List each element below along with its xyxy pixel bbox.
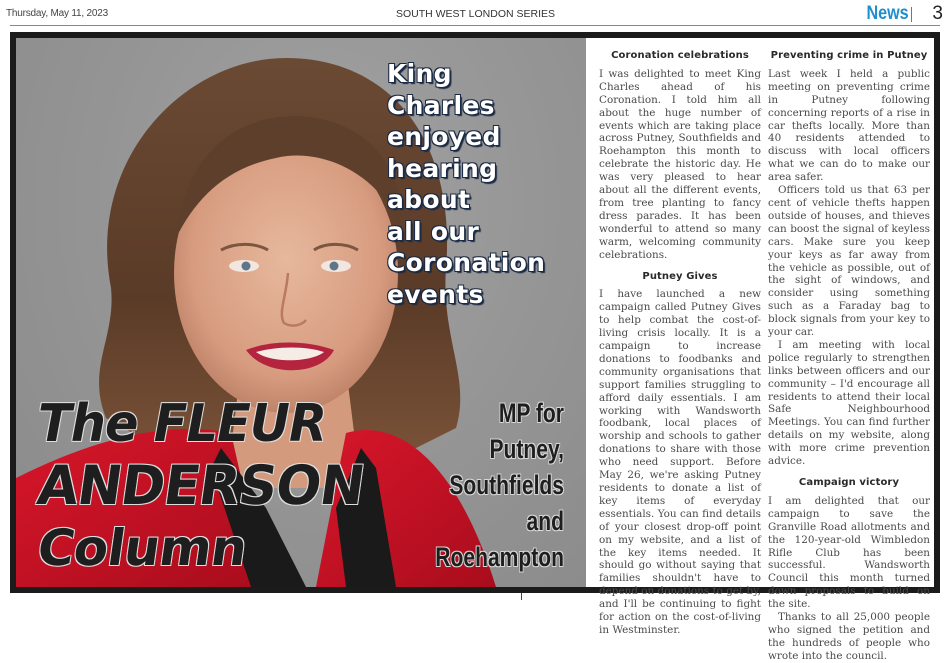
subtitle-line: Putney,	[489, 434, 564, 464]
kicker-line: Coronation	[387, 248, 546, 277]
subtitle-line: Roehampton	[435, 542, 564, 572]
author-subtitle	[435, 395, 564, 575]
kicker-line: King	[387, 59, 452, 88]
page-fold-mark	[521, 593, 522, 600]
article-paragraph: I have launched a new campaign called Putney Gives to help combat the cost-of-living crisis locally. It is a campaign to increase donations to foodbanks and community organisations that support families struggling to afford daily essentials. I am working with Wandsworth foodbank, local places of worship and schools to gather donations to share with those who need support. Before May 26, we're asking Putney residents to donate a list of key items of everyday essentials. You can find details of your closest drop-off point on my website, and a list of the key items needed. It should go without saying that families shouldn't have to depend on donations to get by, and I'll be continuing to fight for action on the cost-of-living in Westminster.	[599, 288, 761, 636]
column-frame	[10, 32, 940, 662]
article-campaign-victory	[768, 477, 930, 663]
article-heading: Preventing crime in Putney	[770, 50, 928, 61]
title-line: ANDERSON	[33, 454, 369, 517]
subtitle-line: MP for	[498, 398, 564, 428]
subtitle-line: and	[526, 506, 564, 536]
article-paragraph: Thanks to all 25,000 people who signed the petition and the hundreds of people who wrote into the council.	[768, 611, 930, 662]
kicker-line: all our	[387, 216, 480, 246]
subtitle-line: Southfields	[449, 470, 564, 500]
kicker-line: enjoyed	[387, 122, 501, 151]
page-number: 3	[932, 3, 943, 24]
photo-gutter	[586, 38, 589, 587]
article-heading: Putney Gives	[642, 270, 718, 282]
article-coronation	[599, 50, 761, 262]
kicker-line: about	[387, 185, 471, 214]
article-paragraph: I am delighted that our campaign to save the Granville Road allotments and the 120-year-old Wimbledon Rifle Club has been successful. Wandsworth Council this month turned down proposals to build on the site.	[768, 494, 930, 611]
publication-date: Thursday, May 11, 2023	[6, 8, 108, 19]
header-rule	[10, 25, 940, 26]
headline-kicker	[387, 58, 545, 310]
page-header	[0, 0, 951, 28]
text-column-left	[599, 50, 761, 637]
article-paragraph: I am meeting with local police regularly to strengthen links between officers and our community – I'd encourage all residents to attend their local Safe Neighbourhood Meetings. You can find further details on my website, along with more crime prevention advice.	[768, 338, 930, 468]
title-line: Column	[33, 519, 251, 577]
kicker-line: Charles	[387, 90, 495, 120]
article-paragraph: I was delighted to meet King Charles ahead of his Coronation. I told him all about the huge number of events which are taking place across Putney, Southfields and Roehampton this month to celebrate the historic day. He was very pleased to hear about all the different events, from tree planting to fancy dress parades. It has been wonderful to attend so many warm, welcoming community celebrations.	[599, 67, 761, 261]
kicker-line: hearing	[387, 153, 498, 183]
header-divider	[911, 7, 912, 22]
article-putney-gives	[599, 271, 761, 637]
kicker-line: events	[387, 279, 484, 309]
article-preventing-crime	[768, 50, 930, 468]
column-panel	[16, 38, 934, 662]
article-paragraph: Officers told us that 63 per cent of vehicle thefts happen outside of houses, and thieves can boost the signal of keyless cars. Make sure you keep your keys as far away from the vehicle as possible, out of the sight of windows, and consider using something such as a Faraday bag to block signals from your key to your car.	[768, 184, 930, 339]
publication-series: SOUTH WEST LONDON SERIES	[395, 8, 556, 20]
article-heading: Campaign victory	[798, 477, 900, 488]
article-heading: Coronation celebrations	[611, 50, 749, 61]
section-label: News	[866, 3, 909, 24]
column-title	[33, 393, 370, 579]
title-line: The FLEUR	[38, 394, 327, 454]
text-column-right	[768, 50, 930, 663]
article-paragraph: Last week I held a public meeting on preventing crime in Putney following concerning reports of a rise in car thefts locally. More than 40 residents attended to discuss with local officers what we can do to make our area safer.	[768, 67, 930, 184]
portrait-photo	[16, 38, 586, 587]
